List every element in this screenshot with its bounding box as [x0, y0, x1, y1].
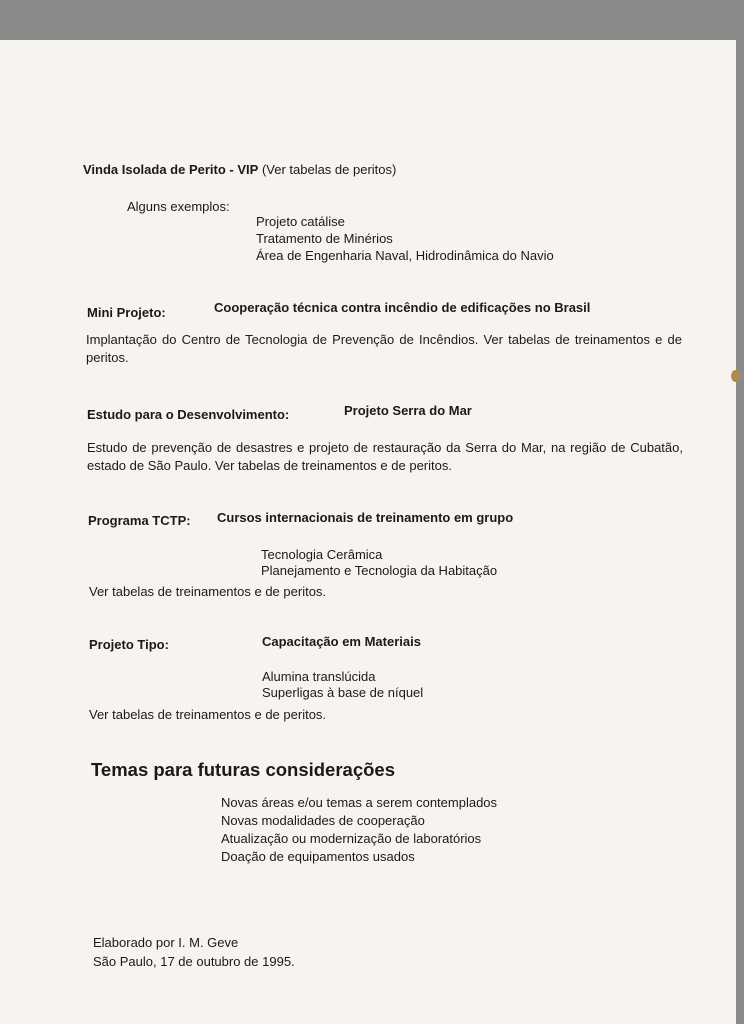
vip-title: Vinda Isolada de Perito - VIP [83, 162, 259, 177]
projeto-tipo-item: Alumina translúcida [262, 669, 376, 684]
example-item: Tratamento de Minérios [256, 231, 393, 246]
vip-note: (Ver tabelas de peritos) [261, 162, 397, 177]
tctp-note: Ver tabelas de treinamentos e de peritos. [89, 584, 327, 599]
projeto-tipo-note: Ver tabelas de treinamentos e de peritos. [89, 707, 327, 722]
tctp-item: Planejamento e Tecnologia da Habitação [261, 563, 498, 578]
examples-label: Alguns exemplos: [127, 199, 230, 214]
tctp-label: Programa TCTP: [88, 513, 191, 528]
tctp-item: Tecnologia Cerâmica [261, 547, 383, 562]
document-page [0, 40, 736, 1024]
projeto-tipo-label: Projeto Tipo: [89, 637, 169, 652]
vip-heading [83, 162, 396, 178]
mini-projeto-title: Cooperação técnica contra incêndio de edificações no Brasil [214, 300, 591, 315]
temas-item: Novas áreas e/ou temas a serem contemplados [221, 795, 498, 810]
tctp-title: Cursos internacionais de treinamento em grupo [217, 510, 514, 525]
example-item: Projeto catálise [256, 214, 345, 229]
temas-item: Atualização ou modernização de laboratórios [221, 831, 482, 846]
example-item: Área de Engenharia Naval, Hidrodinâmica do Navio [256, 248, 554, 263]
projeto-tipo-item: Superligas à base de níquel [262, 685, 424, 700]
paper-stain [731, 370, 740, 382]
temas-item: Doação de equipamentos usados [221, 849, 415, 864]
temas-heading: Temas para futuras considerações [91, 759, 396, 780]
place-date-line: São Paulo, 17 de outubro de 1995. [93, 954, 295, 969]
projeto-tipo-title: Capacitação em Materiais [262, 634, 421, 649]
estudo-text: Estudo de prevenção de desastres e projeto de restauração da Serra do Mar, na região de Cubatão, estado de São Paulo. Ver tabelas de treinamentos e de peritos. [87, 440, 683, 473]
author-line: Elaborado por I. M. Geve [93, 935, 239, 950]
mini-projeto-label: Mini Projeto: [87, 305, 166, 320]
estudo-label: Estudo para o Desenvolvimento: [87, 407, 290, 422]
estudo-title: Projeto Serra do Mar [344, 403, 472, 418]
mini-projeto-text: Implantação do Centro de Tecnologia de Prevenção de Incêndios. Ver tabelas de treinamentos e de peritos. [86, 332, 682, 365]
temas-item: Novas modalidades de cooperação [221, 813, 425, 828]
